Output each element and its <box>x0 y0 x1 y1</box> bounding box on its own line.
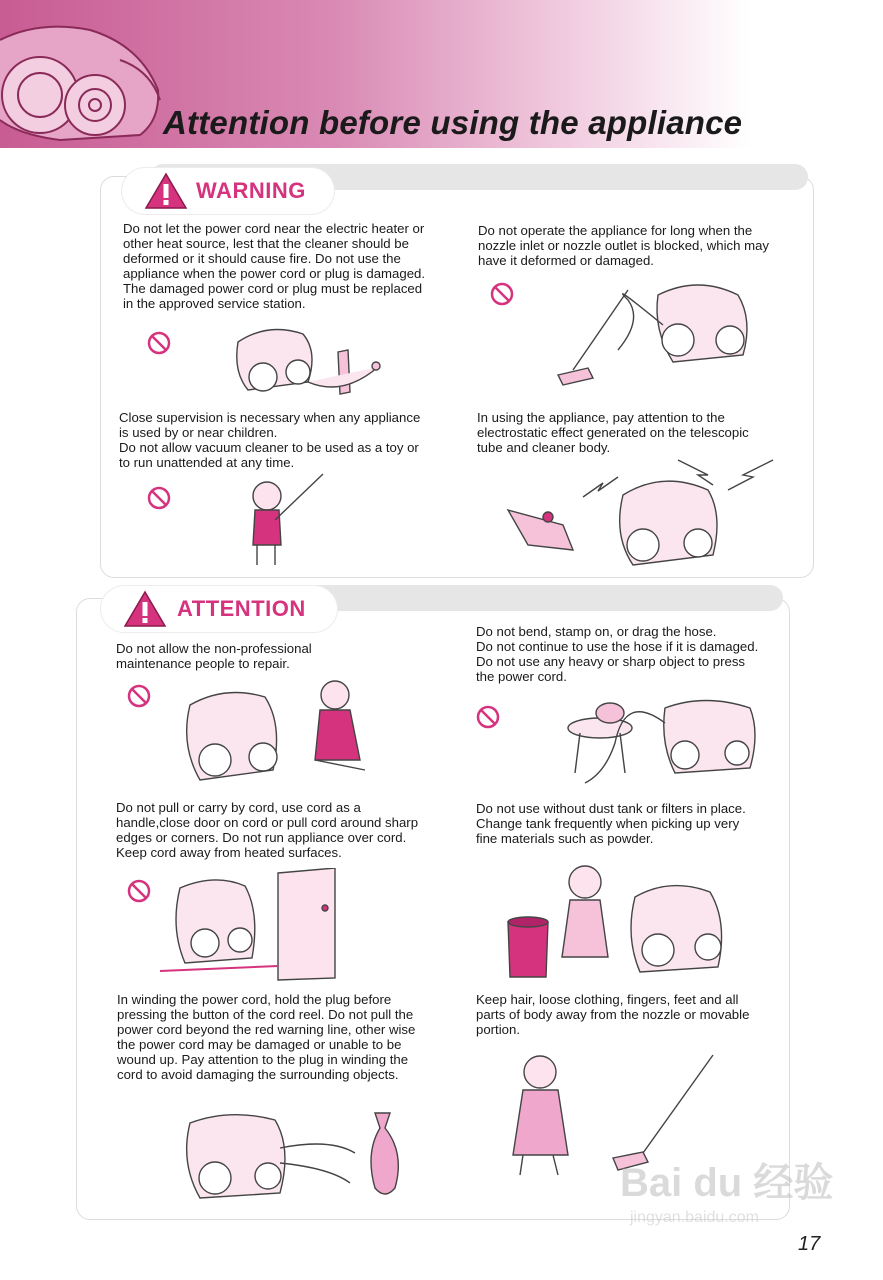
dust-tank-illustration <box>500 862 735 982</box>
attention-label-text: ATTENTION <box>177 596 306 621</box>
page-number: 17 <box>798 1233 821 1255</box>
header-banner <box>0 0 883 148</box>
watermark-url: jingyan.baidu.com <box>630 1209 759 1226</box>
baidu-watermark <box>620 1150 840 1230</box>
attention-item-keep-away: Keep hair, loose clothing, fingers, feet and all parts of body away from the nozzle or movable portion. <box>476 992 750 1037</box>
child-with-vacuum-illustration <box>245 470 335 570</box>
vacuum-blocked-nozzle-illustration <box>548 270 758 395</box>
prohibition-icon <box>146 330 172 356</box>
prohibition-icon <box>489 281 515 307</box>
warning-label-text: WARNING <box>196 178 306 203</box>
winding-cord-illustration <box>180 1108 420 1203</box>
hose-crushed-illustration <box>565 693 765 793</box>
warning-triangle-icon <box>144 172 188 210</box>
door-on-cord-illustration <box>160 868 345 983</box>
attention-label <box>101 586 337 632</box>
attention-item-dust-tank: Do not use without dust tank or filters in place. Change tank frequently when picking up very fine materials such as powder. <box>476 801 746 846</box>
watermark-brand: Bai du 经验 <box>620 1161 834 1205</box>
warning-item-children: Close supervision is necessary when any appliance is used by or near children. Do not allow vacuum cleaner to be used as a toy or to run unattended at any time. <box>119 410 421 470</box>
warning-label <box>122 168 334 214</box>
vacuum-repair-illustration <box>175 675 375 790</box>
warning-item-nozzle-blocked: Do not operate the appliance for long when the nozzle inlet or nozzle outlet is blocked, which may have it deformed or damaged. <box>478 223 770 268</box>
attention-item-hose: Do not bend, stamp on, or drag the hose. Do not continue to use the hose if it is damaged. Do not use any heavy or sharp object to press the power cord. <box>476 624 759 684</box>
page-title: Attention before using the appliance <box>163 104 743 141</box>
prohibition-icon <box>126 878 152 904</box>
vacuum-near-heater-illustration <box>228 322 388 402</box>
electrostatic-illustration <box>503 455 783 575</box>
warning-item-electrostatic: In using the appliance, pay attention to the electrostatic effect generated on the telescopic tube and cleaner body. <box>477 410 749 455</box>
warning-triangle-icon <box>123 590 167 628</box>
prohibition-icon <box>126 683 152 709</box>
attention-item-winding-cord: In winding the power cord, hold the plug before pressing the button of the cord reel. Do not pull the power cord beyond the red warning line, other wise the power cord may be damaged or unable to be wound up. Pay attention to the plug in winding the cord to avoid damaging the surrounding objects. <box>117 992 416 1082</box>
attention-item-cord-handling: Do not pull or carry by cord, use cord as a handle,close door on cord or pull cord around sharp edges or corners. Do not run appliance over cord. Keep cord away from heated surfaces. <box>116 800 419 860</box>
attention-item-repair: Do not allow the non-professional maintenance people to repair. <box>116 641 312 671</box>
vacuum-cleaner-illustration <box>0 0 170 148</box>
prohibition-icon <box>475 704 501 730</box>
warning-item-power-cord: Do not let the power cord near the electric heater or other heat source, lest that the cleaner should be deformed or it should cause fire. Do not use the appliance when the power cord or plug is damaged. The damaged power cord or plug must be replaced in the approved service station. <box>123 221 426 311</box>
prohibition-icon <box>146 485 172 511</box>
